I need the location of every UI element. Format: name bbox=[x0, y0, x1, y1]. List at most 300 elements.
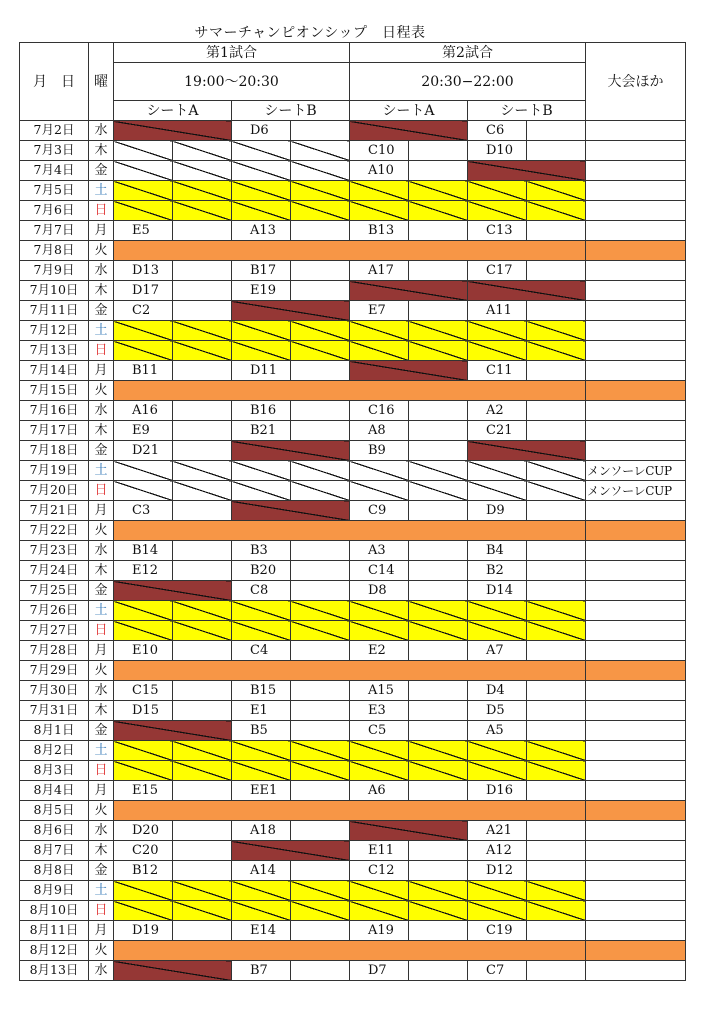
no-game-slot bbox=[350, 741, 409, 761]
team-slot: D19 bbox=[114, 921, 173, 941]
team-slot: D13 bbox=[114, 261, 173, 281]
team-slot: C11 bbox=[468, 361, 527, 381]
team-slot-blank bbox=[291, 361, 350, 381]
team-slot-blank bbox=[409, 221, 468, 241]
team-slot-blank bbox=[173, 301, 232, 321]
no-game-slot bbox=[350, 901, 409, 921]
no-game-slot bbox=[173, 761, 232, 781]
no-game-slot bbox=[114, 481, 173, 501]
schedule-row bbox=[20, 641, 686, 661]
no-game-slot bbox=[350, 761, 409, 781]
no-game-slot bbox=[409, 181, 468, 201]
no-game-slot bbox=[468, 761, 527, 781]
no-game-slot bbox=[291, 461, 350, 481]
team-slot-blank bbox=[527, 401, 586, 421]
no-game-slot bbox=[291, 341, 350, 361]
no-game-slot bbox=[114, 341, 173, 361]
team-slot-blank bbox=[173, 641, 232, 661]
unavailable-slot bbox=[468, 161, 586, 181]
header-dow: 曜 bbox=[89, 43, 114, 121]
date-cell: 8月4日 bbox=[20, 781, 89, 801]
no-game-slot bbox=[114, 741, 173, 761]
date-cell: 7月12日 bbox=[20, 321, 89, 341]
team-slot: C4 bbox=[232, 641, 291, 661]
schedule-row bbox=[20, 361, 686, 381]
team-slot: D14 bbox=[468, 581, 527, 601]
page-title: サマーチャンピオンシップ 日程表 bbox=[194, 25, 426, 41]
header-game1: 第1試合 bbox=[114, 43, 350, 63]
date-cell: 7月17日 bbox=[20, 421, 89, 441]
team-slot-blank bbox=[527, 141, 586, 161]
no-game-slot bbox=[468, 741, 527, 761]
team-slot: E19 bbox=[232, 281, 291, 301]
weekday-cell: 火 bbox=[89, 241, 114, 261]
team-slot: D8 bbox=[350, 581, 409, 601]
date-cell: 7月26日 bbox=[20, 601, 89, 621]
event-cell bbox=[586, 381, 686, 401]
date-cell: 7月2日 bbox=[20, 121, 89, 141]
team-slot: E2 bbox=[350, 641, 409, 661]
event-cell bbox=[586, 641, 686, 661]
date-cell: 8月1日 bbox=[20, 721, 89, 741]
schedule-row bbox=[20, 881, 686, 901]
weekday-cell: 水 bbox=[89, 121, 114, 141]
team-slot-blank bbox=[173, 541, 232, 561]
weekday-cell: 火 bbox=[89, 381, 114, 401]
schedule-row bbox=[20, 561, 686, 581]
no-game-slot bbox=[291, 761, 350, 781]
schedule-row bbox=[20, 321, 686, 341]
team-slot: C17 bbox=[468, 261, 527, 281]
schedule-row bbox=[20, 341, 686, 361]
event-cell bbox=[586, 181, 686, 201]
no-game-slot bbox=[527, 321, 586, 341]
team-slot-blank bbox=[409, 581, 468, 601]
weekday-cell: 日 bbox=[89, 341, 114, 361]
unavailable-slot bbox=[232, 841, 350, 861]
team-slot: D21 bbox=[114, 441, 173, 461]
weekday-cell: 土 bbox=[89, 461, 114, 481]
team-slot-blank bbox=[527, 581, 586, 601]
team-slot: D5 bbox=[468, 701, 527, 721]
header-extra: 大会ほか bbox=[586, 43, 686, 121]
team-slot-blank bbox=[291, 561, 350, 581]
team-slot-blank bbox=[291, 421, 350, 441]
team-slot-blank bbox=[291, 641, 350, 661]
team-slot-blank bbox=[409, 261, 468, 281]
team-slot: D12 bbox=[468, 861, 527, 881]
date-cell: 8月10日 bbox=[20, 901, 89, 921]
team-slot: B5 bbox=[232, 721, 291, 741]
weekday-cell: 土 bbox=[89, 181, 114, 201]
schedule-row bbox=[20, 261, 686, 281]
no-game-slot bbox=[232, 881, 291, 901]
team-slot-blank bbox=[527, 501, 586, 521]
weekday-cell: 月 bbox=[89, 641, 114, 661]
schedule-row bbox=[20, 801, 686, 821]
team-slot-blank bbox=[409, 861, 468, 881]
team-slot-blank bbox=[527, 261, 586, 281]
date-cell: 7月13日 bbox=[20, 341, 89, 361]
date-cell: 7月4日 bbox=[20, 161, 89, 181]
date-cell: 7月30日 bbox=[20, 681, 89, 701]
team-slot: E5 bbox=[114, 221, 173, 241]
no-game-slot bbox=[114, 141, 173, 161]
weekday-cell: 月 bbox=[89, 501, 114, 521]
event-cell bbox=[586, 541, 686, 561]
date-cell: 7月24日 bbox=[20, 561, 89, 581]
no-game-slot bbox=[291, 621, 350, 641]
event-cell bbox=[586, 621, 686, 641]
team-slot-blank bbox=[173, 561, 232, 581]
date-cell: 7月22日 bbox=[20, 521, 89, 541]
team-slot-blank bbox=[173, 701, 232, 721]
event-cell bbox=[586, 701, 686, 721]
team-slot: EE1 bbox=[232, 781, 291, 801]
event-cell bbox=[586, 301, 686, 321]
team-slot: C5 bbox=[350, 721, 409, 741]
team-slot-blank bbox=[527, 301, 586, 321]
date-cell: 7月23日 bbox=[20, 541, 89, 561]
event-cell bbox=[586, 501, 686, 521]
no-game-slot bbox=[409, 201, 468, 221]
no-game-slot bbox=[468, 461, 527, 481]
no-game-slot bbox=[114, 601, 173, 621]
no-game-slot bbox=[173, 461, 232, 481]
schedule-row bbox=[20, 221, 686, 241]
weekday-cell: 木 bbox=[89, 281, 114, 301]
team-slot: B20 bbox=[232, 561, 291, 581]
date-cell: 7月11日 bbox=[20, 301, 89, 321]
team-slot-blank bbox=[409, 501, 468, 521]
weekday-cell: 水 bbox=[89, 681, 114, 701]
date-cell: 7月20日 bbox=[20, 481, 89, 501]
team-slot: C7 bbox=[468, 961, 527, 981]
team-slot: A16 bbox=[114, 401, 173, 421]
no-game-slot bbox=[468, 321, 527, 341]
team-slot-blank bbox=[173, 441, 232, 461]
team-slot-blank bbox=[173, 221, 232, 241]
weekday-cell: 日 bbox=[89, 621, 114, 641]
team-slot: C21 bbox=[468, 421, 527, 441]
team-slot: D7 bbox=[350, 961, 409, 981]
team-slot: C9 bbox=[350, 501, 409, 521]
no-game-slot bbox=[232, 621, 291, 641]
no-game-slot bbox=[232, 341, 291, 361]
team-slot-blank bbox=[409, 841, 468, 861]
no-game-slot bbox=[173, 741, 232, 761]
team-slot: D15 bbox=[114, 701, 173, 721]
team-slot-blank bbox=[409, 561, 468, 581]
team-slot: A17 bbox=[350, 261, 409, 281]
no-game-slot bbox=[173, 201, 232, 221]
no-game-slot bbox=[409, 461, 468, 481]
date-cell: 7月31日 bbox=[20, 701, 89, 721]
schedule-row bbox=[20, 701, 686, 721]
schedule-row bbox=[20, 541, 686, 561]
team-slot-blank bbox=[173, 821, 232, 841]
weekday-cell: 月 bbox=[89, 921, 114, 941]
event-cell bbox=[586, 421, 686, 441]
schedule-row bbox=[20, 501, 686, 521]
date-cell: 7月9日 bbox=[20, 261, 89, 281]
weekday-cell: 金 bbox=[89, 581, 114, 601]
no-game-slot bbox=[468, 341, 527, 361]
team-slot: D10 bbox=[468, 141, 527, 161]
date-cell: 7月18日 bbox=[20, 441, 89, 461]
no-game-slot bbox=[291, 901, 350, 921]
unavailable-slot bbox=[350, 361, 468, 381]
header-game1-time: 19:00～20:30 bbox=[114, 63, 350, 101]
no-game-slot bbox=[114, 761, 173, 781]
team-slot-blank bbox=[409, 401, 468, 421]
team-slot: D4 bbox=[468, 681, 527, 701]
team-slot-blank bbox=[527, 221, 586, 241]
team-slot: C12 bbox=[350, 861, 409, 881]
no-game-slot bbox=[291, 881, 350, 901]
date-cell: 7月16日 bbox=[20, 401, 89, 421]
weekday-cell: 火 bbox=[89, 521, 114, 541]
team-slot-blank bbox=[173, 421, 232, 441]
team-slot: A10 bbox=[350, 161, 409, 181]
no-game-slot bbox=[291, 181, 350, 201]
date-cell: 7月21日 bbox=[20, 501, 89, 521]
team-slot: C6 bbox=[468, 121, 527, 141]
weekday-cell: 水 bbox=[89, 961, 114, 981]
team-slot: C15 bbox=[114, 681, 173, 701]
schedule-row bbox=[20, 441, 686, 461]
unavailable-slot bbox=[232, 501, 350, 521]
schedule-row bbox=[20, 621, 686, 641]
date-cell: 8月7日 bbox=[20, 841, 89, 861]
weekday-cell: 水 bbox=[89, 401, 114, 421]
team-slot-blank bbox=[291, 721, 350, 741]
no-game-slot bbox=[409, 881, 468, 901]
schedule-row bbox=[20, 721, 686, 741]
schedule-row bbox=[20, 941, 686, 961]
team-slot-blank bbox=[173, 401, 232, 421]
team-slot: E11 bbox=[350, 841, 409, 861]
schedule-row bbox=[20, 161, 686, 181]
date-cell: 8月9日 bbox=[20, 881, 89, 901]
event-cell bbox=[586, 521, 686, 541]
event-cell bbox=[586, 221, 686, 241]
team-slot: E12 bbox=[114, 561, 173, 581]
unavailable-slot bbox=[114, 721, 232, 741]
weekday-cell: 日 bbox=[89, 481, 114, 501]
team-slot-blank bbox=[409, 541, 468, 561]
event-cell bbox=[586, 161, 686, 181]
team-slot-blank bbox=[409, 141, 468, 161]
schedule-row bbox=[20, 301, 686, 321]
event-cell bbox=[586, 781, 686, 801]
schedule-row bbox=[20, 281, 686, 301]
date-cell: 7月27日 bbox=[20, 621, 89, 641]
schedule-row bbox=[20, 901, 686, 921]
no-game-slot bbox=[350, 881, 409, 901]
date-cell: 7月25日 bbox=[20, 581, 89, 601]
team-slot-blank bbox=[527, 641, 586, 661]
event-cell bbox=[586, 121, 686, 141]
team-slot: A18 bbox=[232, 821, 291, 841]
team-slot-blank bbox=[291, 541, 350, 561]
weekday-cell: 木 bbox=[89, 561, 114, 581]
team-slot-blank bbox=[409, 781, 468, 801]
schedule-row bbox=[20, 761, 686, 781]
event-cell bbox=[586, 601, 686, 621]
team-slot: C3 bbox=[114, 501, 173, 521]
team-slot-blank bbox=[409, 701, 468, 721]
schedule-row bbox=[20, 921, 686, 941]
weekday-cell: 月 bbox=[89, 781, 114, 801]
schedule-row bbox=[20, 841, 686, 861]
date-cell: 7月10日 bbox=[20, 281, 89, 301]
team-slot-blank bbox=[409, 641, 468, 661]
event-cell bbox=[586, 661, 686, 681]
team-slot-blank bbox=[527, 561, 586, 581]
date-cell: 7月7日 bbox=[20, 221, 89, 241]
team-slot: C13 bbox=[468, 221, 527, 241]
header-game2-time: 20:30−22:00 bbox=[350, 63, 586, 101]
no-game-slot bbox=[409, 481, 468, 501]
event-cell bbox=[586, 441, 686, 461]
weekday-cell: 木 bbox=[89, 141, 114, 161]
team-slot: A13 bbox=[232, 221, 291, 241]
no-game-slot bbox=[291, 481, 350, 501]
team-slot-blank bbox=[409, 161, 468, 181]
team-slot: A14 bbox=[232, 861, 291, 881]
no-game-slot bbox=[527, 461, 586, 481]
schedule-row bbox=[20, 661, 686, 681]
event-cell bbox=[586, 261, 686, 281]
team-slot: D11 bbox=[232, 361, 291, 381]
date-cell: 8月8日 bbox=[20, 861, 89, 881]
unavailable-slot bbox=[114, 961, 232, 981]
schedule-row bbox=[20, 581, 686, 601]
schedule-row bbox=[20, 521, 686, 541]
no-game-slot bbox=[173, 881, 232, 901]
team-slot: C14 bbox=[350, 561, 409, 581]
team-slot-blank bbox=[527, 121, 586, 141]
team-slot-blank bbox=[291, 401, 350, 421]
no-game-slot bbox=[173, 161, 232, 181]
unavailable-slot bbox=[232, 301, 350, 321]
no-game-slot bbox=[291, 601, 350, 621]
weekday-cell: 月 bbox=[89, 221, 114, 241]
no-game-slot bbox=[232, 741, 291, 761]
team-slot-blank bbox=[527, 781, 586, 801]
schedule-row bbox=[20, 141, 686, 161]
no-game-slot bbox=[232, 141, 291, 161]
no-game-slot bbox=[232, 181, 291, 201]
no-game-slot bbox=[468, 201, 527, 221]
no-game-slot bbox=[409, 621, 468, 641]
team-slot: C16 bbox=[350, 401, 409, 421]
header-game2-sheet-a: シートA bbox=[350, 101, 468, 121]
team-slot-blank bbox=[527, 421, 586, 441]
team-slot-blank bbox=[291, 961, 350, 981]
event-cell bbox=[586, 941, 686, 961]
no-game-slot bbox=[114, 321, 173, 341]
no-game-slot bbox=[527, 341, 586, 361]
team-slot: B12 bbox=[114, 861, 173, 881]
date-cell: 7月3日 bbox=[20, 141, 89, 161]
no-game-slot bbox=[114, 881, 173, 901]
team-slot-blank bbox=[291, 921, 350, 941]
schedule-row bbox=[20, 741, 686, 761]
team-slot: A19 bbox=[350, 921, 409, 941]
no-game-slot bbox=[350, 321, 409, 341]
team-slot: B2 bbox=[468, 561, 527, 581]
event-cell bbox=[586, 401, 686, 421]
tuesday-off-band bbox=[114, 241, 586, 261]
team-slot: E7 bbox=[350, 301, 409, 321]
schedule-row bbox=[20, 201, 686, 221]
event-cell bbox=[586, 961, 686, 981]
no-game-slot bbox=[232, 901, 291, 921]
no-game-slot bbox=[409, 901, 468, 921]
team-slot: B16 bbox=[232, 401, 291, 421]
weekday-cell: 金 bbox=[89, 721, 114, 741]
weekday-cell: 土 bbox=[89, 881, 114, 901]
date-cell: 7月6日 bbox=[20, 201, 89, 221]
team-slot-blank bbox=[527, 841, 586, 861]
weekday-cell: 水 bbox=[89, 821, 114, 841]
weekday-cell: 火 bbox=[89, 941, 114, 961]
team-slot: E10 bbox=[114, 641, 173, 661]
weekday-cell: 日 bbox=[89, 201, 114, 221]
event-cell bbox=[586, 861, 686, 881]
team-slot-blank bbox=[291, 781, 350, 801]
schedule-row bbox=[20, 121, 686, 141]
event-cell bbox=[586, 741, 686, 761]
team-slot: E3 bbox=[350, 701, 409, 721]
team-slot: B11 bbox=[114, 361, 173, 381]
weekday-cell: 土 bbox=[89, 741, 114, 761]
team-slot-blank bbox=[527, 721, 586, 741]
team-slot-blank bbox=[291, 701, 350, 721]
schedule-row bbox=[20, 681, 686, 701]
team-slot: D16 bbox=[468, 781, 527, 801]
unavailable-slot bbox=[114, 121, 232, 141]
team-slot-blank bbox=[527, 361, 586, 381]
team-slot-blank bbox=[409, 961, 468, 981]
team-slot: A5 bbox=[468, 721, 527, 741]
unavailable-slot bbox=[232, 441, 350, 461]
no-game-slot bbox=[527, 741, 586, 761]
team-slot: C10 bbox=[350, 141, 409, 161]
team-slot-blank bbox=[409, 421, 468, 441]
event-cell bbox=[586, 241, 686, 261]
team-slot: C2 bbox=[114, 301, 173, 321]
no-game-slot bbox=[468, 901, 527, 921]
no-game-slot bbox=[291, 321, 350, 341]
tuesday-off-band bbox=[114, 521, 586, 541]
event-cell bbox=[586, 681, 686, 701]
no-game-slot bbox=[173, 141, 232, 161]
schedule-row bbox=[20, 861, 686, 881]
weekday-cell: 木 bbox=[89, 841, 114, 861]
no-game-slot bbox=[350, 341, 409, 361]
event-cell: メンソーレCUP bbox=[586, 481, 686, 501]
weekday-cell: 月 bbox=[89, 361, 114, 381]
no-game-slot bbox=[350, 201, 409, 221]
no-game-slot bbox=[173, 181, 232, 201]
team-slot-blank bbox=[173, 501, 232, 521]
team-slot: B9 bbox=[350, 441, 409, 461]
unavailable-slot bbox=[114, 581, 232, 601]
no-game-slot bbox=[114, 461, 173, 481]
